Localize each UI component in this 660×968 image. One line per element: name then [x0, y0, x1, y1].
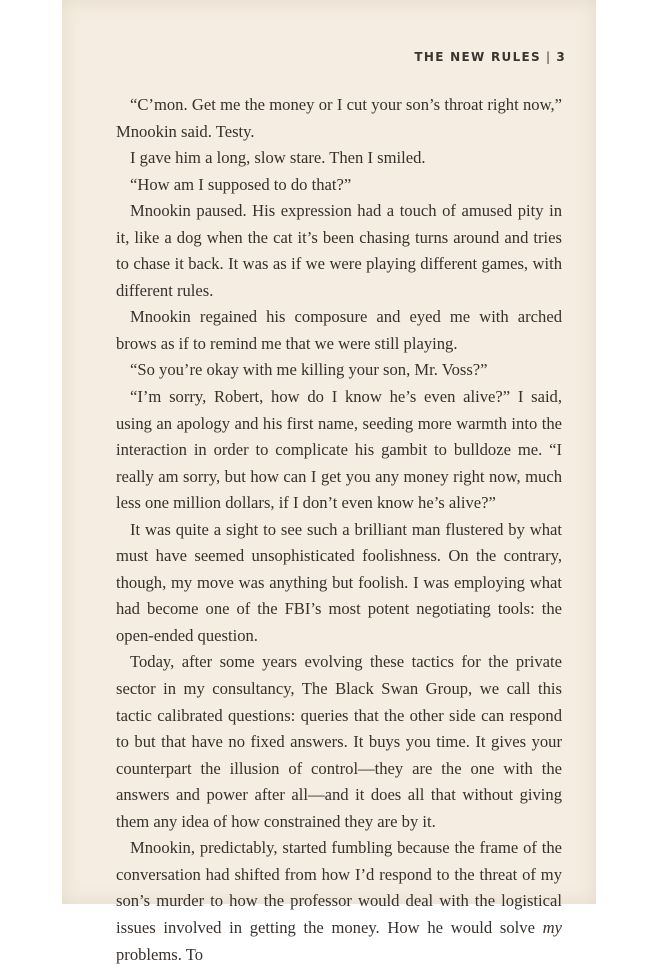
body-text [116, 92, 562, 968]
paragraph-last [116, 835, 562, 968]
paragraph: “C’mon. Get me the money or I cut your son’s throat right now,” Mnookin said. Testy. [116, 95, 562, 141]
book-page [62, 0, 596, 964]
running-head [414, 50, 566, 64]
paragraph: I gave him a long, slow stare. Then I smiled. [130, 148, 426, 168]
last-paragraph-tail: problems. To [116, 944, 204, 964]
paragraph: Mnookin regained his composure and eyed me with arched brows as if to remind me that we were still playing. [116, 307, 562, 353]
paragraph: It was quite a sight to see such a brilliant man flustered by what must have seemed unsophisticated foolishness. On the contrary, though, my move was anything but foolish. I was employing what had become one of the FBI’s most potent negotiating tools: the open-ended question. [116, 519, 562, 645]
running-title: THE NEW RULES [414, 50, 541, 64]
page-number: 3 [556, 50, 566, 64]
emphasis-text: my [542, 917, 562, 937]
paragraph: “So you’re okay with me killing your son, Mr. Voss?” [130, 360, 488, 380]
paragraph: Today, after some years evolving these tactics for the private sector in my consultancy, The Black Swan Group, we call this tactic calibrated questions: queries that the other side can respond to but that have no fixed answers. It buys you time. It gives your counterpart the illusion of control—they are the one with the answers and power after all—and it does all that without giving them any idea of how constrained they are by it. [116, 652, 562, 831]
paragraph: Mnookin paused. His expression had a touch of amused pity in it, like a dog when the cat it’s been chasing turns around and tries to chase it back. It was as if we were playing different games, with different rules. [116, 201, 562, 300]
last-paragraph-text: Mnookin, predictably, started fumbling because the frame of the conversation had shifted from how I’d respond to the threat of my son’s murder to how the professor would deal with the logistical issues involved in getting the money. How he would solve [116, 838, 562, 937]
paragraph: “How am I supposed to do that?” [130, 174, 352, 194]
header-separator: | [546, 50, 552, 64]
paragraph: “I’m sorry, Robert, how do I know he’s even alive?” I said, using an apology and his first name, seeding more warmth into the interaction in order to complicate his gambit to bulldoze me. “I really am sorry, but how can I get you any money right now, much less one million dollars, if I don’t even know he’s alive?” [116, 387, 562, 513]
